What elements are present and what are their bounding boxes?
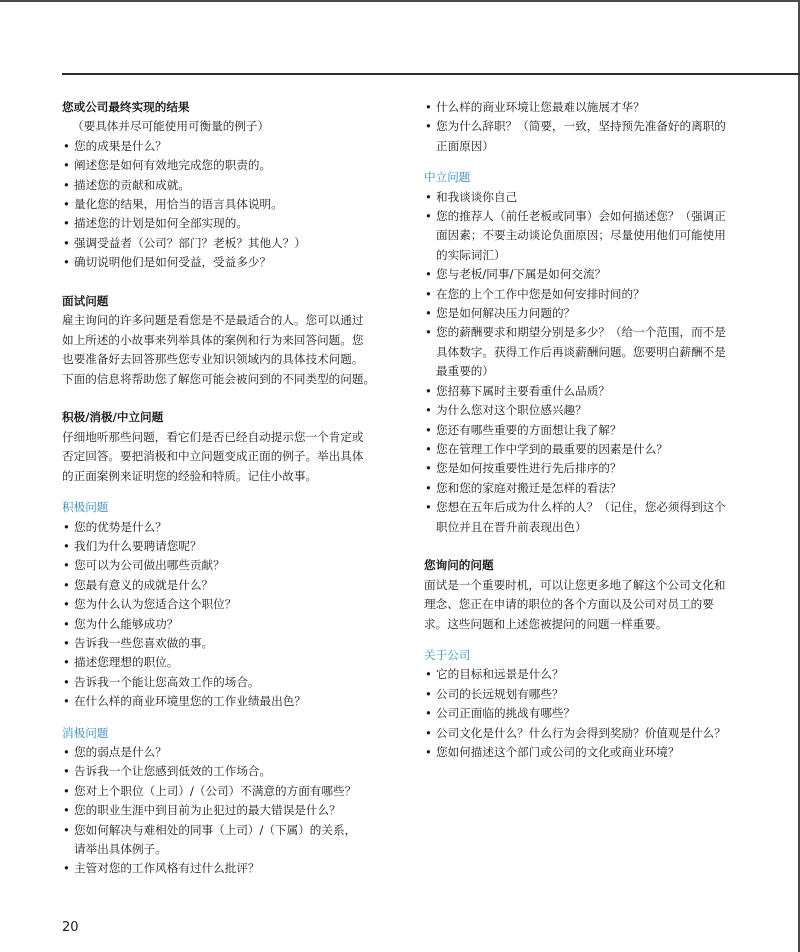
paragraph-interview-questions: 雇主询问的许多问题是看您是不是最适合的人。您可以通过 如上所述的小故事来列举具体的案例和行为来回答问题。您 也要准备好去回答那些您专业知识领域内的具体技术问题。 下面的信息将帮助您了解您可能会被问到的不同类型的问题。 bbox=[62, 313, 376, 386]
list-item: • 描述您的贡献和成就。 bbox=[62, 176, 392, 195]
section-heading-results: 您或公司最终实现的结果 bbox=[62, 100, 190, 114]
subheading-neutral-questions: 中立问题 bbox=[424, 170, 471, 185]
list-item: • 主管对您的工作风格有过什么批评？ bbox=[62, 859, 392, 878]
list-item: • 您想在五年后成为什么样的人？（记住，您必须得到这个 职位并且在晋升前表现出色） bbox=[424, 498, 754, 537]
positive-questions-list bbox=[62, 518, 392, 712]
list-item: • 您的推荐人（前任老板或同事）会如何描述您？（强调正 面因素；不要主动谈论负面原因；尽量使用他们可能使用 的实际词汇） bbox=[424, 207, 754, 265]
results-list bbox=[62, 137, 392, 273]
negative-questions-continued-list bbox=[424, 98, 754, 156]
section-heading-your-questions: 您询问的问题 bbox=[424, 558, 494, 573]
list-item: • 强调受益者（公司？部门？老板？其他人？） bbox=[62, 234, 392, 253]
list-item: • 您在管理工作中学到的最重要的因素是什么？ bbox=[424, 440, 754, 459]
subheading-positive-questions: 积极问题 bbox=[62, 500, 109, 515]
list-item: • 您是如何解决压力问题的？ bbox=[424, 304, 754, 323]
list-item: • 确切说明他们是如何受益，受益多少？ bbox=[62, 253, 392, 272]
list-item: • 公司文化是什么？什么行为会得到奖励？价值观是什么？ bbox=[424, 724, 754, 743]
list-item: • 您和您的家庭对搬迁是怎样的看法？ bbox=[424, 479, 754, 498]
list-item: • 告诉我一个能让您高效工作的场合。 bbox=[62, 673, 392, 692]
list-item: • 您的优势是什么？ bbox=[62, 518, 392, 537]
header-rule bbox=[62, 73, 800, 75]
list-item: • 量化您的结果，用恰当的语言具体说明。 bbox=[62, 195, 392, 214]
list-item: • 告诉我一些您喜欢做的事。 bbox=[62, 634, 392, 653]
list-item: • 您为什么认为您适合这个职位？ bbox=[62, 595, 392, 614]
list-item: • 您最有意义的成就是什么？ bbox=[62, 576, 392, 595]
page-frame-top bbox=[0, 0, 800, 2]
list-item: • 描述您理想的职位。 bbox=[62, 653, 392, 672]
section-heading-interview-questions: 面试问题 bbox=[62, 294, 109, 309]
list-item: • 我们为什么要聘请您呢？ bbox=[62, 537, 392, 556]
list-item: • 告诉我一个让您感到低效的工作场合。 bbox=[62, 762, 392, 781]
list-item: • 您的弱点是什么？ bbox=[62, 743, 392, 762]
subheading-about-company: 关于公司 bbox=[424, 647, 471, 662]
list-item: • 和我谈谈你自己 bbox=[424, 188, 754, 207]
neutral-questions-list bbox=[424, 188, 754, 537]
list-item: • 您与老板/同事/下属是如何交流？ bbox=[424, 265, 754, 284]
list-item: • 您对上个职位（上司）/（公司）不满意的方面有哪些？ bbox=[62, 782, 392, 801]
list-item: • 您如何描述这个部门或公司的文化或商业环境？ bbox=[424, 743, 754, 762]
list-item: • 您为什么能够成功？ bbox=[62, 615, 392, 634]
list-item: • 您是如何按重要性进行先后排序的？ bbox=[424, 459, 754, 478]
list-item: • 在您的上个工作中您是如何安排时间的？ bbox=[424, 285, 754, 304]
left-column bbox=[62, 98, 392, 879]
section-heading-question-types: 积极/消极/中立问题 bbox=[62, 410, 164, 425]
list-item: • 您如何解决与难相处的同事（上司）/（下属）的关系， 请举出具体例子。 bbox=[62, 821, 392, 860]
list-item: • 阐述您是如何有效地完成您的职责的。 bbox=[62, 156, 392, 175]
list-item: • 您为什么辞职？（简要，一致，坚持预先准备好的离职的 正面原因） bbox=[424, 117, 754, 156]
list-item: • 它的目标和远景是什么？ bbox=[424, 665, 754, 684]
list-item: • 公司的长远规划有哪些？ bbox=[424, 685, 754, 704]
about-company-list bbox=[424, 665, 754, 762]
list-item: • 您还有哪些重要的方面想让我了解？ bbox=[424, 421, 754, 440]
list-item: • 您的职业生涯中到目前为止犯过的最大错误是什么？ bbox=[62, 801, 392, 820]
section-note-results: （要具体并尽可能使用可衡量的例子） bbox=[72, 119, 270, 134]
page-number: 20 bbox=[62, 920, 79, 935]
negative-questions-list bbox=[62, 743, 392, 879]
list-item: • 在什么样的商业环境里您的工作业绩最出色？ bbox=[62, 692, 392, 711]
list-item: • 您的成果是什么？ bbox=[62, 137, 392, 156]
list-item: • 您可以为公司做出哪些贡献？ bbox=[62, 556, 392, 575]
list-item: • 描述您的计划是如何全部实现的。 bbox=[62, 214, 392, 233]
list-item: • 您招募下属时主要看重什么品质？ bbox=[424, 382, 754, 401]
paragraph-question-types: 仔细地听那些问题，看它们是否已经自动提示您一个肯定或 否定回答。要把消极和中立问题变成正面的例子。举出具体 的正面案例来证明您的经验和特质。记住小故事。 bbox=[62, 429, 364, 483]
list-item: • 什么样的商业环境让您最难以施展才华？ bbox=[424, 98, 754, 117]
list-item: • 为什么您对这个职位感兴趣？ bbox=[424, 401, 754, 420]
right-column bbox=[424, 98, 754, 762]
subheading-negative-questions: 消极问题 bbox=[62, 725, 109, 740]
paragraph-your-questions: 面试是一个重要时机，可以让您更多地了解这个公司文化和 理念、您正在申请的职位的各个方面以及公司对员工的要 求。这些问题和上述您被提问的问题一样重要。 bbox=[424, 577, 726, 631]
list-item: • 公司正面临的挑战有哪些？ bbox=[424, 704, 754, 723]
list-item: • 您的薪酬要求和期望分别是多少？（给一个范围，而不是 具体数字。获得工作后再谈薪酬问题。您要明白薪酬不是 最重要的） bbox=[424, 323, 754, 381]
